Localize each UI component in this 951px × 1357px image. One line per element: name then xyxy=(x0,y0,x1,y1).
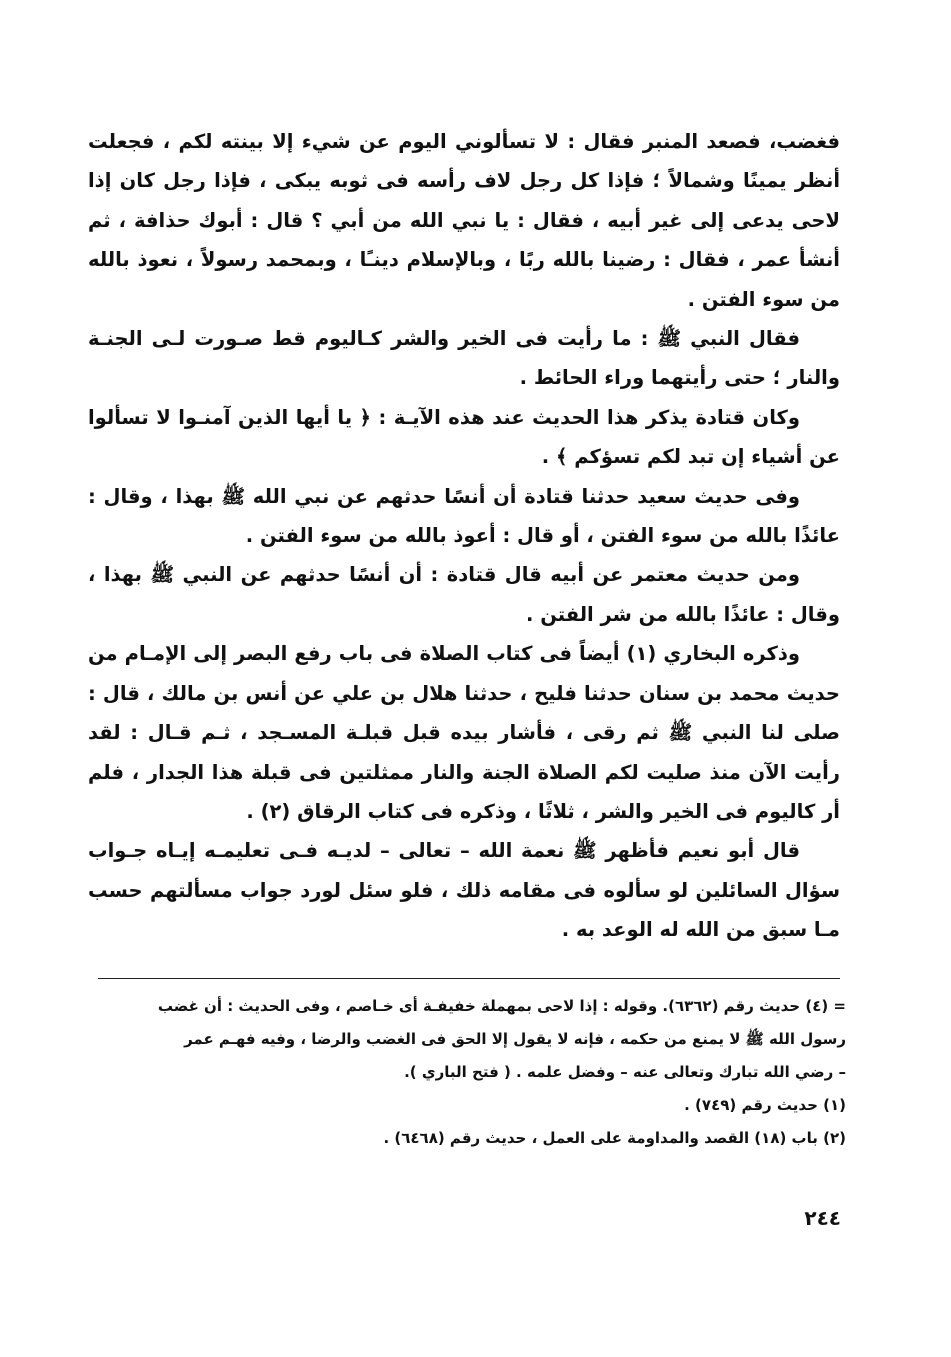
page-number: ٢٤٤ xyxy=(804,1206,841,1230)
paragraph-1: فغضب، فصعد المنبر فقال : لا تسألوني اليوم عن شيء إلا بينته لكم ، فجعلت أنظر يمينًا وشمالاً ؛ فإذا كل رجل لاف رأسه فى ثوبه يبكى ، فإذا رجل كان إذا لاحى يدعى إلى غير أبيه ، فقال : يا نبي الله من أبي ؟ قال : أبوك حذافة ، ثم أنشأ عمر ، فقال : رضينا بالله ربًا ، وبالإسلام دينـًا ، وبمحمد رسولاً ، نعوذ بالله من سوء الفتن . xyxy=(88,130,840,311)
qatada-intro: وكان قتادة يذكر هذا الحديث عند هذه الآيـة : xyxy=(378,405,800,429)
footnote-2: (٢) باب (١٨) القصد والمداومة على العمل ، حديث رقم (٦٤٦٨) . xyxy=(383,1129,846,1147)
main-text xyxy=(88,122,840,950)
footnote-divider xyxy=(98,978,840,979)
footnote-1: (١) حديث رقم (٧٤٩) . xyxy=(684,1096,846,1114)
paragraph-2: فقال النبي ﷺ : ما رأيت فى الخير والشر كـاليوم قط صـورت لـى الجنـة والنار ؛ حتى رأيتهما وراء الحائط . xyxy=(88,327,840,390)
paragraph-3 xyxy=(88,398,840,477)
qatada-end: . xyxy=(541,445,550,469)
paragraph-5: ومن حديث معتمر عن أبيه قال قتادة : أن أنسًا حدثهم عن النبي ﷺ بهذا ، وقال : عائذًا بالله من شر الفتن . xyxy=(88,563,840,626)
paragraph-7: قال أبو نعيم فأظهر ﷺ نعمة الله – تعالى – لديـه فـى تعليمـه إيـاه جـواب سؤال السائلين لو سألوه فى مقامه ذلك ، فلو سئل لورد جواب مسألتهم حسب مـا سبق من الله له الوعد به . xyxy=(88,839,840,942)
footnote-continued-line-1: = (٤) حديث رقم (٦٣٦٢). وقوله : إذا لاحى بمهملة خفيفـة أى خـاصم ، وفى الحديث : أن غضب xyxy=(157,997,846,1015)
footnote-continued-line-3: – رضي الله تبارك وتعالى عنه – وفضل علمه . ( فتح الباري ). xyxy=(404,1063,846,1081)
footnotes xyxy=(96,990,846,1155)
footnote-continued-line-2: رسول الله ﷺ لا يمنع من حكمه ، فإنه لا يقول إلا الحق فى الغضب والرضا ، وفيه فهـم عمر xyxy=(184,1030,846,1048)
paragraph-4: وفى حديث سعيد حدثنا قتادة أن أنسًا حدثهم عن نبي الله ﷺ بهذا ، وقال : عائذًا بالله من سوء الفتن ، أو قال : أعوذ بالله من سوء الفتن . xyxy=(88,484,840,548)
paragraph-6: وذكره البخاري (١) أيضاً فى كتاب الصلاة فى باب رفع البصر إلى الإمـام من حديث محمد بن سنان حدثنا فليح ، حدثنا هلال بن علي عن أنس بن مالك ، قال : صلى لنا النبي ﷺ ثم رقى ، فأشار بيده قبل قبلـة المسـجد ، ثـم قـال : لقد رأيت الآن منذ صليت لكم الصلاة الجنة والنار ممثلتين فى قبلة هذا الجدار ، فلم أر كاليوم فى الخير والشر ، ثلاثًا ، وذكره فى كتاب الرقاق (٢) . xyxy=(88,642,840,823)
quran-verse: ﴿ يا أيها الذين آمنـوا لا تسألوا عن أشياء إن تبد لكم تسؤكم ﴾ xyxy=(88,405,840,469)
